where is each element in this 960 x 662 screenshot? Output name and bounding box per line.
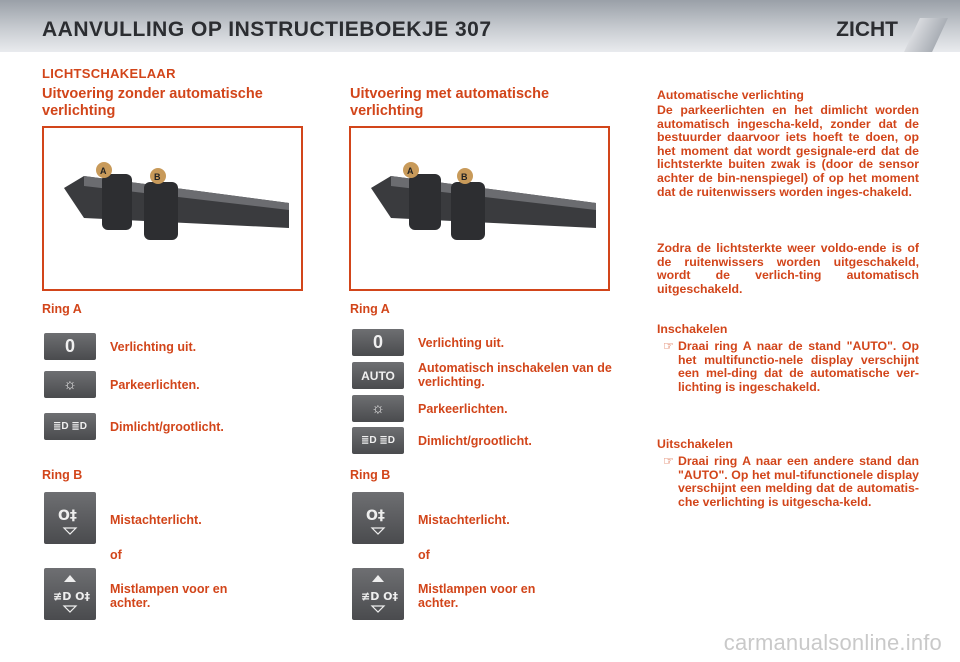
watermark: carmanualsonline.info	[723, 630, 942, 655]
col2-ring-a: Ring A	[350, 302, 390, 316]
col1-ring-a: Ring A	[42, 302, 82, 316]
pointing-hand-icon: ☞	[663, 339, 675, 353]
svg-text:O‡: O‡	[58, 508, 77, 524]
col3-paragraph-1: De parkeerlichten en het dimlicht worden automatisch ingescha-keld, zonder dat de bestuurder daarvoor iets hoeft te doen, op het moment dat wordt gesignale-erd dat de lichtsterkte buiten zwak is (door de sensor achter de bin-nenspiegel) of op het moment dat de ruitenwissers worden inges-chakeld.	[657, 103, 919, 199]
col2-stalk-photo	[349, 126, 610, 291]
ring-a-marker: A	[100, 166, 107, 176]
col2-label-beam: Dimlicht/grootlicht.	[418, 434, 532, 448]
rear-fog-icon	[44, 492, 96, 544]
pointing-hand-icon: ☞	[663, 454, 675, 468]
col3-switch-on-text: Draai ring A naar de stand "AUTO". Op het multifunctio-nele display verschijnt een mel-ding dat de automatische ver-lichting is ingeschakeld.	[678, 339, 919, 394]
page-header	[0, 0, 960, 52]
col1-label-fog2: Mistlampen voor en achter.	[110, 582, 228, 610]
col2-label-parking: Parkeerlichten.	[418, 402, 508, 416]
col3-switch-off-text: Draai ring A naar een andere stand dan "AUTO". Op het mul-tifunctionele display verschijnt een melding dat de automatis-che verlichting is uitgescha-keld.	[678, 454, 919, 509]
rear-fog-icon	[352, 492, 404, 544]
ring-b-marker-auto: B	[461, 172, 468, 182]
parking-lights-icon: ☼	[352, 395, 404, 422]
stalk-illustration-auto	[351, 128, 608, 289]
stalk-illustration	[44, 128, 301, 289]
svg-text:≢D O‡: ≢D O‡	[361, 590, 398, 603]
col2-label-off: Verlichting uit.	[418, 336, 505, 350]
col2-label-auto: Automatisch inschakelen van de verlichting.	[418, 361, 612, 389]
col3-switch-on-title: Inschakelen	[657, 322, 728, 336]
lights-off-icon: 0	[44, 333, 96, 360]
col1-label-fog1: Mistachterlicht.	[110, 513, 202, 527]
col3-switch-off-title: Uitschakelen	[657, 437, 733, 451]
section-tag: ZICHT	[836, 18, 898, 41]
col2-label-fog1: Mistachterlicht.	[418, 513, 510, 527]
front-rear-fog-icon	[44, 568, 96, 620]
ring-a-marker-auto: A	[407, 166, 414, 176]
col2-or: of	[418, 548, 430, 562]
col1-label-off: Verlichting uit.	[110, 340, 197, 354]
auto-lights-icon: AUTO	[352, 362, 404, 389]
col3-heading: Automatische verlichting	[657, 88, 804, 102]
ring-b-marker: B	[154, 172, 161, 182]
header-stripe	[904, 18, 948, 52]
lights-off-icon: 0	[352, 329, 404, 356]
col1-label-beam: Dimlicht/grootlicht.	[110, 420, 224, 434]
dipped-main-beam-icon: ≣D ≣D	[352, 427, 404, 454]
col1-label-parking: Parkeerlichten.	[110, 378, 200, 392]
col2-heading: Uitvoering met automatische verlichting	[350, 86, 550, 119]
section-title: LICHTSCHAKELAAR	[42, 66, 176, 81]
svg-text:≢D O‡: ≢D O‡	[53, 590, 90, 603]
col1-heading: Uitvoering zonder automatische verlichting	[42, 86, 263, 119]
svg-text:O‡: O‡	[366, 508, 385, 524]
dipped-main-beam-icon: ≣D ≣D	[44, 413, 96, 440]
col2-label-fog2: Mistlampen voor en achter.	[418, 582, 536, 610]
page-title: AANVULLING OP INSTRUCTIEBOEKJE 307	[42, 18, 492, 41]
col1-or: of	[110, 548, 122, 562]
col3-paragraph-2: Zodra de lichtsterkte weer voldo-ende is of de ruitenwissers worden uitgeschakeld, wordt de verlich-ting automatisch uitgeschakeld.	[657, 241, 919, 296]
front-rear-fog-icon	[352, 568, 404, 620]
col2-ring-b: Ring B	[350, 468, 391, 482]
col1-stalk-photo	[42, 126, 303, 291]
parking-lights-icon: ☼	[44, 371, 96, 398]
col1-ring-b: Ring B	[42, 468, 83, 482]
